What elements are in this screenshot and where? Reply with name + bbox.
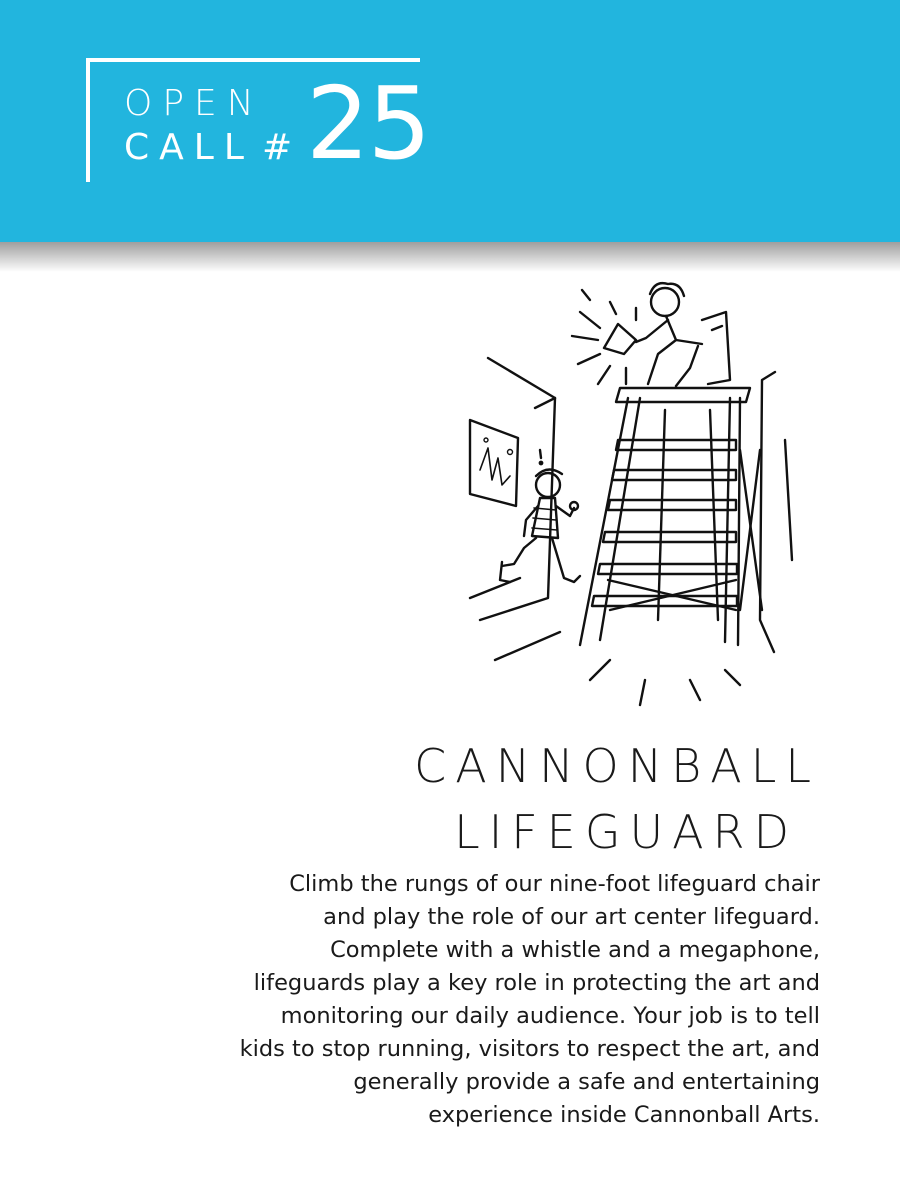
call-number: 25 [306,65,430,182]
description-line: experience inside Cannonball Arts. [428,1102,820,1128]
description-line: generally provide a safe and entertaining [353,1069,820,1095]
description-line: and play the role of our art center lifeguard. [323,904,820,930]
header-shadow [0,242,900,272]
title [220,733,820,865]
description-line: Complete with a whistle and a megaphone, [330,937,820,963]
open-word: OPEN [124,83,264,124]
description [180,868,820,1132]
title-line-2: LIFEGUARD [454,805,798,859]
description-line: kids to stop running, visitors to respect the art, and [239,1036,820,1062]
description-line: lifeguards play a key role in protecting the art and [253,970,820,996]
title-line-1: CANNONBALL [414,739,820,793]
description-line: monitoring our daily audience. Your job is to tell [280,1003,820,1029]
call-word: CALL [124,127,254,168]
lifeguard-chair-illustration [440,280,820,710]
description-line: Climb the rungs of our nine-foot lifeguard chair [289,871,820,897]
hash-symbol: # [262,127,293,168]
